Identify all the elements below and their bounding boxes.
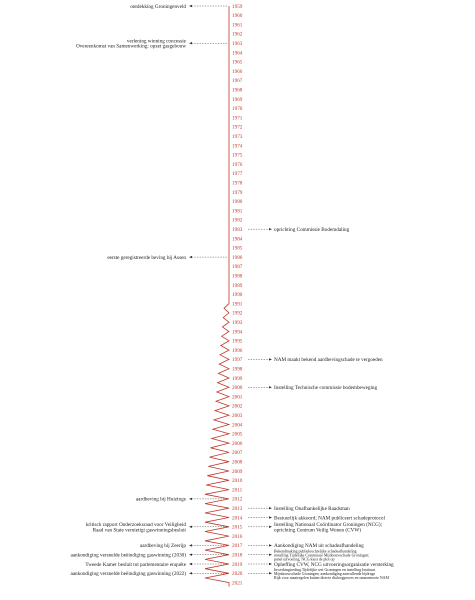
year-label-1980: 1980 <box>232 199 243 206</box>
year-label-2011: 2011 <box>232 487 243 494</box>
year-label-1966: 1966 <box>232 68 243 75</box>
year-label-1978: 1978 <box>232 180 243 187</box>
year-label-1986: 1986 <box>232 254 243 261</box>
year-label-1979: 1979 <box>232 189 243 196</box>
timeline-axis <box>205 6 229 587</box>
event-label-2020-right: Inwerkingtreding Tijdelijke wet Groningen en instelling Instituut <box>274 568 376 573</box>
event-arrowhead-2000-right <box>269 386 272 388</box>
event-label-2000-right: Instelling Technische commissie bodembeweging <box>274 385 378 392</box>
year-label-1991: 1991 <box>232 301 243 308</box>
event-label-2015-right: oprichting Centrum Veilig Wonen (CVW) <box>274 527 361 534</box>
year-label-2015: 2015 <box>232 524 243 531</box>
year-label-2010: 2010 <box>232 478 243 485</box>
event-label-1963-left: Overeenkomst van Samenwerking: opzet gasgebouw <box>75 43 186 50</box>
event-arrowhead-2019-left <box>189 563 192 565</box>
event-arrowhead-1959-left <box>189 5 192 7</box>
event-label-1986-left: eerste geregistreerde beving bij Assen <box>107 254 186 261</box>
year-label-2005: 2005 <box>232 431 243 438</box>
event-label-2018-right: instelling Tijdelijke Commissie Mijnbouwschade Groningen; <box>274 553 370 558</box>
event-label-1963-left: verlening winning concessie <box>126 38 186 45</box>
year-label-1965: 1965 <box>232 59 243 66</box>
year-label-1962: 1962 <box>232 31 243 38</box>
event-arrowhead-2020-left <box>189 572 192 574</box>
event-arrowhead-2017-left <box>189 544 192 546</box>
year-label-1993: 1993 <box>232 320 243 326</box>
event-label-2017-left: aardbeving bij Zeerijp <box>139 543 186 550</box>
event-label-1959-left: ontdekking Groningenveld <box>130 3 186 10</box>
year-label-1967: 1967 <box>232 78 243 85</box>
event-arrowhead-2020-right <box>269 572 272 574</box>
year-label-1989: 1989 <box>232 282 243 289</box>
event-label-2015-left: kritisch rapport Onderzoeksraad voor Veiligheid <box>85 521 186 528</box>
year-label-1970: 1970 <box>232 106 243 113</box>
year-label-2020: 2020 <box>232 571 243 578</box>
year-label-2003: 2003 <box>232 413 243 419</box>
event-label-2020-left: aankondiging versnelde beëindiging gaswinning (2022) <box>70 571 186 578</box>
year-label-1983: 1983 <box>232 227 243 233</box>
event-arrowhead-2018-right <box>269 554 272 556</box>
year-label-2019: 2019 <box>232 561 243 568</box>
year-label-1998: 1998 <box>232 366 243 373</box>
year-label-2001: 2001 <box>232 394 243 401</box>
year-label-1960: 1960 <box>232 13 243 20</box>
event-arrowhead-2013-right <box>269 507 272 509</box>
event-label-2019-right: Opheffing CVW, NCG uitvoeringsorganisatie versterking <box>274 561 394 568</box>
year-label-1959: 1959 <box>232 3 243 10</box>
year-label-1981: 1981 <box>232 208 243 215</box>
year-label-2006: 2006 <box>232 440 243 447</box>
year-label-1975: 1975 <box>232 152 243 159</box>
year-label-1994: 1994 <box>232 329 243 336</box>
event-arrowhead-2012-left <box>189 498 192 500</box>
year-label-2014: 2014 <box>232 515 243 522</box>
event-label-2020-right: Rijk voor maatregelen buiten directe dialoogproces en ommemooie NAM <box>274 576 389 581</box>
year-label-2004: 2004 <box>232 422 243 429</box>
year-label-1972: 1972 <box>232 124 243 131</box>
year-label-1974: 1974 <box>232 143 243 150</box>
year-label-1984: 1984 <box>232 236 243 243</box>
year-label-2009: 2009 <box>232 468 243 475</box>
event-arrowhead-2015-left <box>189 526 192 528</box>
year-label-1999: 1999 <box>232 375 243 382</box>
event-arrowhead-1986-left <box>189 256 192 258</box>
event-label-2020-right: Mijnbouwschade Groningen; aankondiging aanvullende bijdrage <box>274 572 376 577</box>
event-label-2014-right: Bestuurlijk akkoord; NAM publiceert schadeprotocol <box>274 515 385 522</box>
year-label-2012: 2012 <box>232 496 243 503</box>
event-label-2019-left: Tweede Kamer besluit tot parlementaire enquête <box>85 561 186 568</box>
event-label-2018-left: aankondiging versnelde beëindiging gaswinning (2030) <box>70 552 186 559</box>
year-label-1963: 1963 <box>232 41 243 47</box>
year-label-1996: 1996 <box>232 347 243 354</box>
year-label-1988: 1988 <box>232 273 243 280</box>
event-label-2012-left: aardbeving bij Huizinge <box>135 496 186 503</box>
year-label-1977: 1977 <box>232 171 243 178</box>
year-label-1961: 1961 <box>232 22 243 29</box>
event-arrowhead-1983-right <box>269 228 272 230</box>
year-label-1987: 1987 <box>232 264 243 271</box>
event-arrowhead-2015-right <box>269 526 272 528</box>
event-label-1997-right: NAM maakt bekend aardbevingschade te vergoeden <box>274 357 383 364</box>
year-label-1982: 1982 <box>232 217 243 224</box>
event-arrowhead-2019-right <box>269 563 272 565</box>
event-label-2018-right: panel uitvoering, NCG kiest de plot op <box>274 557 335 562</box>
year-label-2013: 2013 <box>232 506 243 512</box>
year-label-1985: 1985 <box>232 245 243 252</box>
year-label-2007: 2007 <box>232 450 243 457</box>
year-label-2017: 2017 <box>232 543 243 550</box>
year-label-2021: 2021 <box>232 580 243 587</box>
year-label-2018: 2018 <box>232 552 243 559</box>
event-arrowhead-2017-right <box>269 544 272 546</box>
event-label-2018-right: Bekendmaking publiekrechtelijke schadeafhandeling <box>274 549 357 554</box>
year-label-1990: 1990 <box>232 292 243 299</box>
event-label-2013-right: Instelling Onafhankelijke Raadsman <box>274 506 350 512</box>
event-label-2015-right: Instelling Nationaal Coördinator Groningen (NCG); <box>274 521 383 528</box>
event-arrowhead-2018-left <box>189 554 192 556</box>
year-label-2002: 2002 <box>232 403 243 410</box>
event-arrowhead-1963-left <box>189 42 192 44</box>
year-label-1976: 1976 <box>232 161 243 168</box>
year-label-1964: 1964 <box>232 50 243 57</box>
year-label-2000: 2000 <box>232 385 243 392</box>
event-label-2017-right: Aankondiging NAM uit schadeafhandeling <box>274 543 364 550</box>
year-label-1973: 1973 <box>232 134 243 140</box>
year-label-1968: 1968 <box>232 87 243 94</box>
event-arrowhead-1997-right <box>269 358 272 360</box>
year-label-1995: 1995 <box>232 338 243 345</box>
year-label-1971: 1971 <box>232 115 243 122</box>
year-label-2016: 2016 <box>232 533 243 540</box>
year-label-2008: 2008 <box>232 459 243 466</box>
year-label-1969: 1969 <box>232 96 243 103</box>
event-label-1983-right: oprichting Commissie Bodemdaling <box>274 227 350 233</box>
year-label-1997: 1997 <box>232 357 243 364</box>
event-arrowhead-2014-right <box>269 516 272 518</box>
year-label-1992: 1992 <box>232 310 243 317</box>
event-label-2015-left: Raad van State vernietigt gaswinningsbesluit <box>92 527 186 534</box>
